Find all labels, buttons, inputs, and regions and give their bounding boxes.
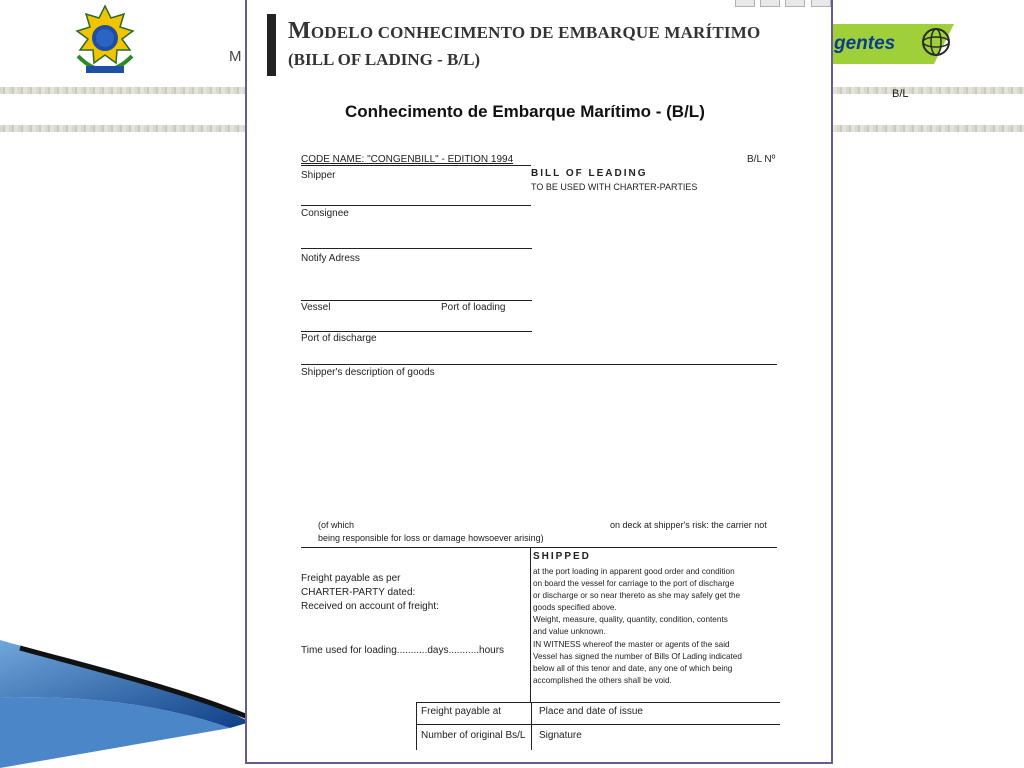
consignee-label: Consignee (301, 208, 349, 219)
rule (301, 205, 531, 206)
rule (416, 702, 780, 703)
rule (301, 331, 532, 332)
charter-parties-note: TO BE USED WITH CHARTER-PARTIES (531, 182, 698, 192)
slide-bl-label: B/L (892, 88, 909, 100)
number-of-originals: Number of original Bs/L (421, 730, 526, 741)
freight-payable-as-per: Freight payable as per (301, 573, 401, 584)
freight-payable-at: Freight payable at (421, 706, 502, 717)
signature-label: Signature (539, 730, 582, 741)
responsibility-note: being responsible for loss or damage howsoever arising) (318, 533, 544, 543)
column-divider (530, 547, 531, 703)
shipper-label: Shipper (301, 170, 336, 181)
document-title: Conhecimento de Embarque Marítimo - (B/L) (345, 102, 705, 121)
bl-number-label: B/L Nº (747, 154, 776, 165)
document-header-line2: (BILL OF LADING - B/L) (288, 50, 481, 69)
rule (301, 547, 777, 548)
time-used-for-loading: Time used for loading...........days...........hours (301, 645, 505, 656)
charter-party-dated: CHARTER-PARTY dated: (301, 587, 416, 598)
window-button[interactable] (811, 0, 831, 7)
brazil-coat-of-arms-icon (64, 4, 146, 82)
bill-of-leading-heading: BILL OF LEADING (531, 168, 648, 179)
received-on-account: Received on account of freight: (301, 601, 439, 612)
rule (301, 300, 532, 301)
table-divider (416, 702, 417, 750)
notify-address-label: Notify Adress (301, 253, 360, 264)
document-header-line1: MODELO CONHECIMENTO DE EMBARQUE MARÍTIMO (288, 18, 761, 44)
decorative-swoosh (0, 640, 260, 768)
rule (301, 364, 777, 365)
vessel-label: Vessel (301, 302, 331, 313)
port-of-discharge-label: Port of discharge (301, 333, 377, 344)
window-button[interactable] (735, 0, 755, 7)
window-controls (735, 0, 831, 8)
header-accent-bar (267, 14, 276, 76)
rule (416, 724, 780, 725)
logo-text: gentes (834, 33, 896, 54)
window-button[interactable] (760, 0, 780, 7)
of-which-note: (of which (318, 520, 355, 530)
description-of-goods-label: Shipper's description of goods (301, 367, 435, 378)
shipped-heading: SHIPPED (533, 551, 591, 562)
rule (301, 248, 532, 249)
shipped-clause: at the port loading in apparent good order and condition on board the vessel for carriage to the port of discharge or discharge or so near thereto as she may safely get the goods specified above. Weight, measure, quality, quantity, condition, contents and value unknown. IN WITNESS whereof the master or agents of the said Vessel has signed the number of Bills Of Lading indicated below all of this tenor and date, any one of which being accomplished the others shall be void. (533, 567, 742, 685)
place-and-date-of-issue: Place and date of issue (539, 706, 643, 717)
table-divider (531, 702, 532, 750)
slide-partial-title: M (229, 48, 242, 65)
window-button[interactable] (785, 0, 805, 7)
port-of-loading-label: Port of loading (441, 302, 506, 313)
rule (301, 165, 531, 166)
code-name: CODE NAME: "CONGENBILL" - EDITION 1994 (301, 154, 514, 165)
on-deck-note: on deck at shipper's risk: the carrier not (610, 520, 767, 530)
